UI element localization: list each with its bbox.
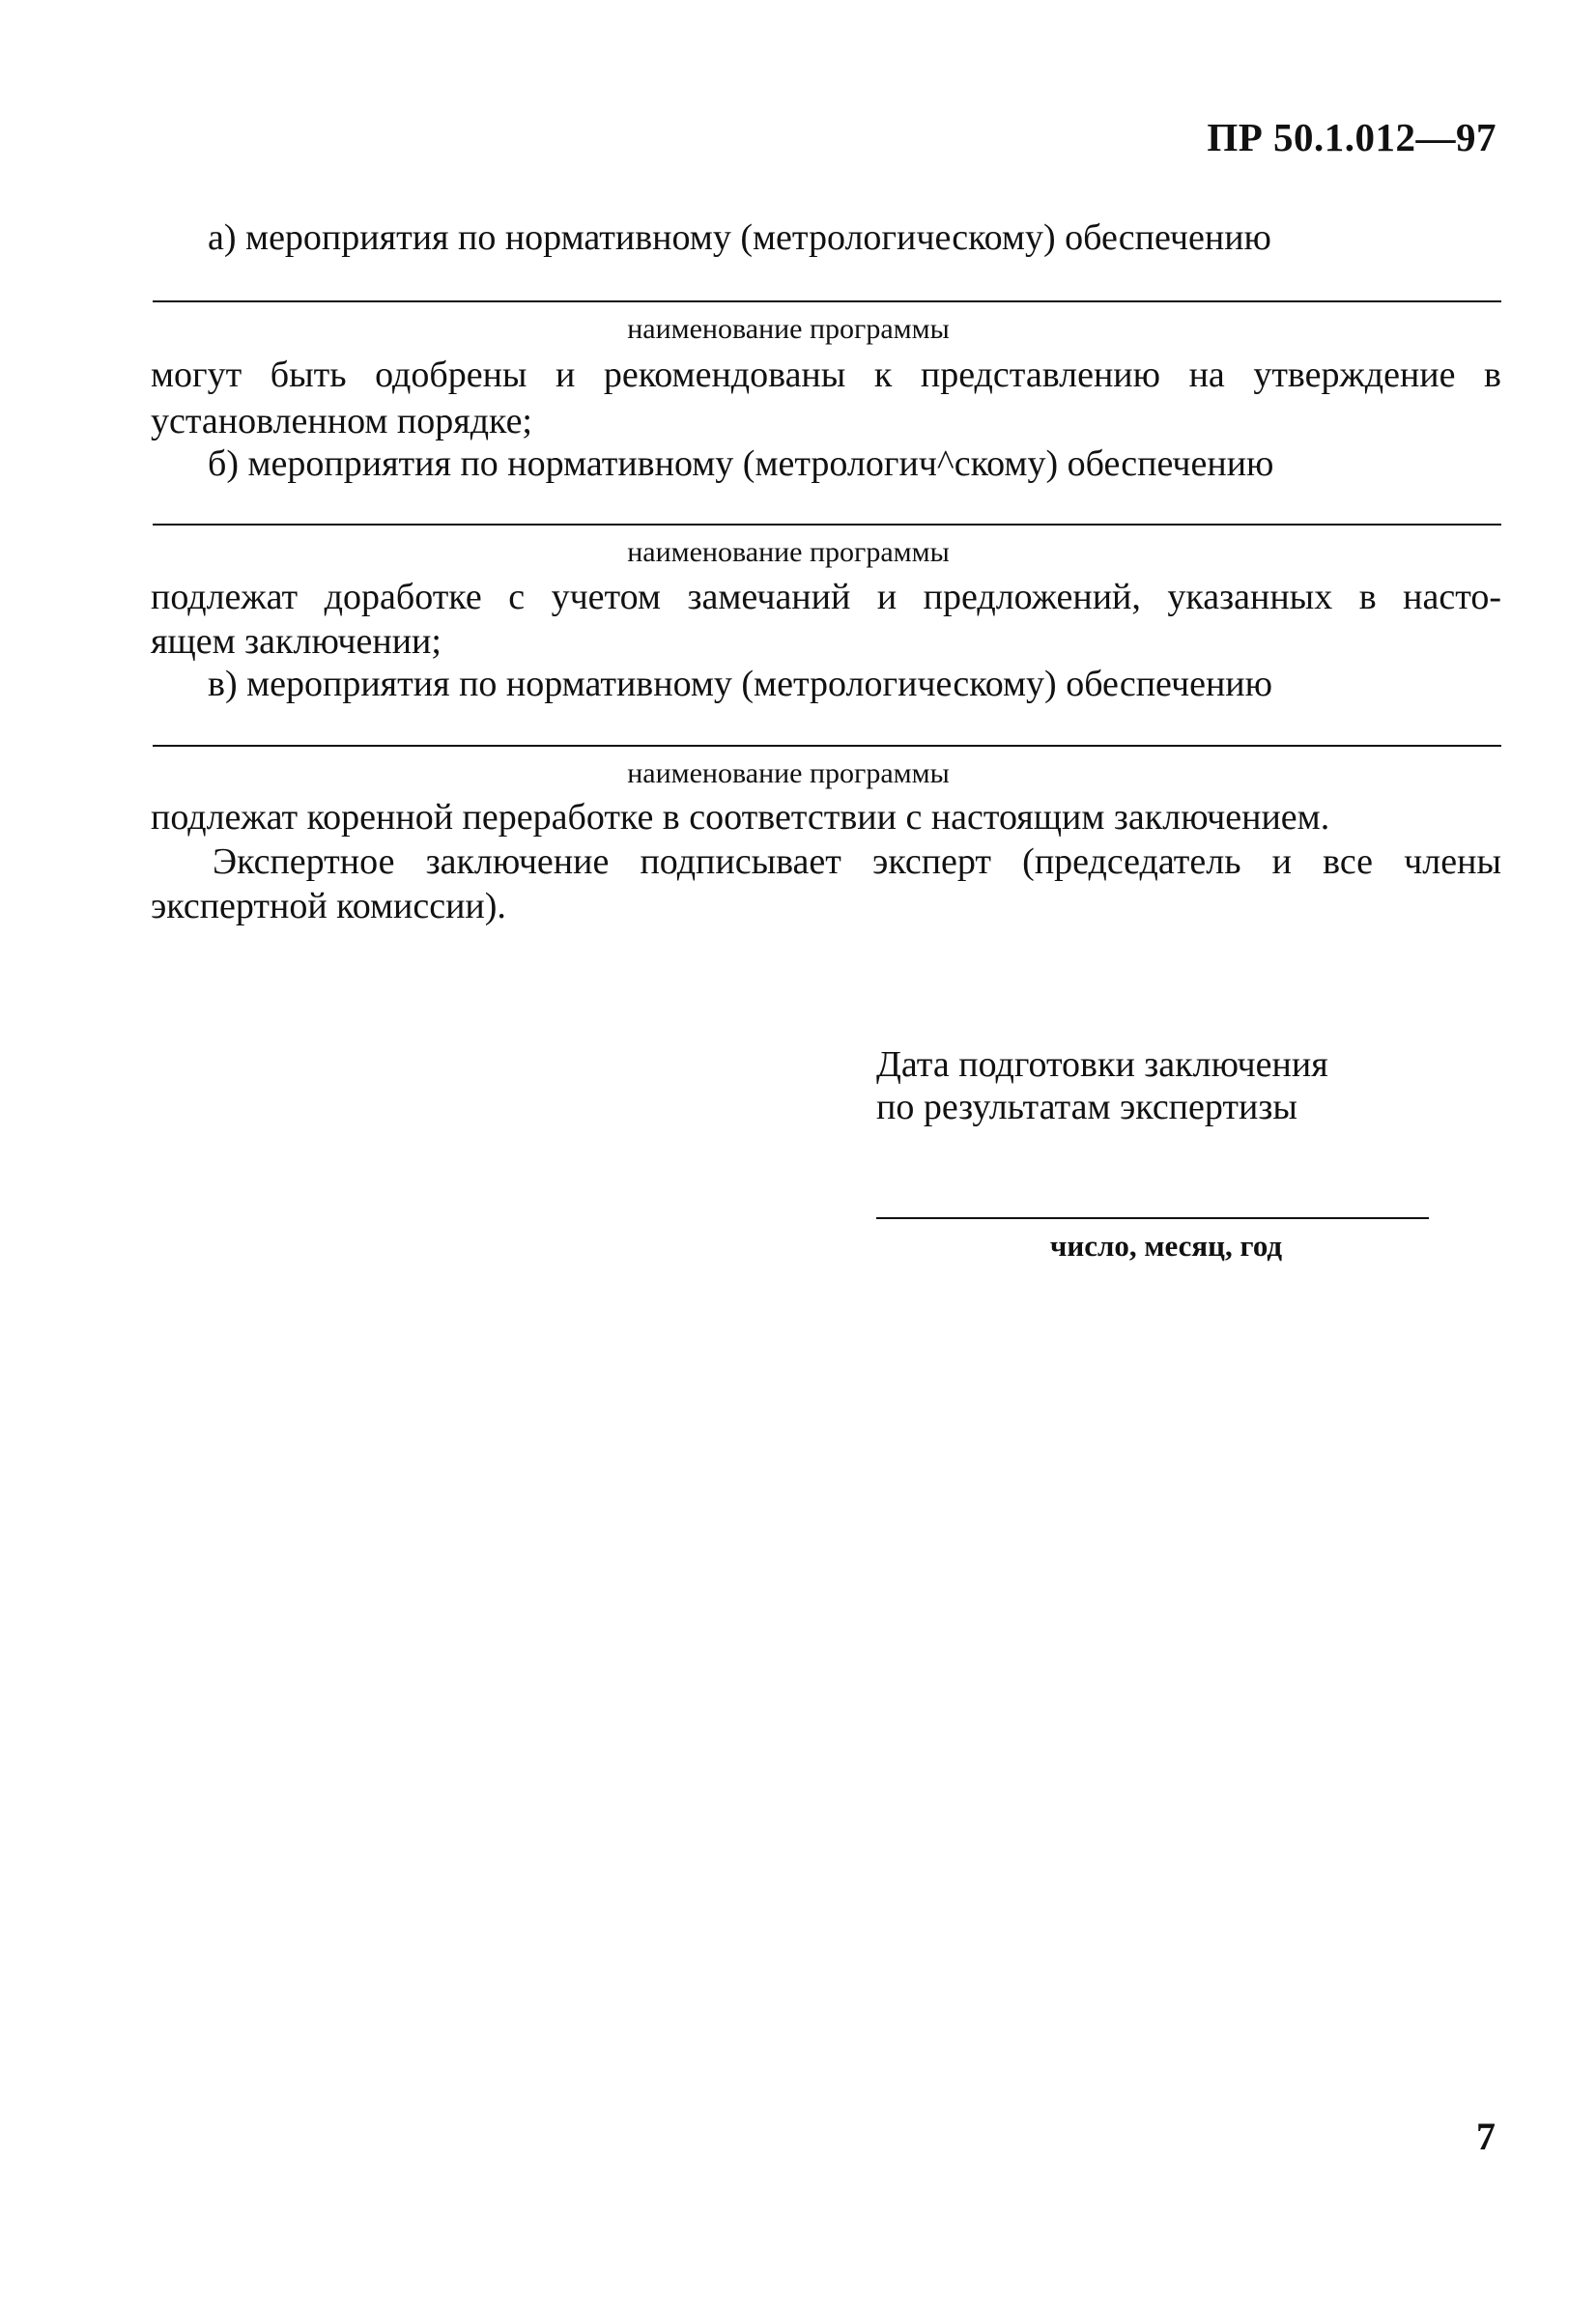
date-label-line-2: по результатам экспертизы (876, 1087, 1297, 1127)
item-a-fill-line[interactable] (153, 300, 1501, 302)
date-fill-line[interactable] (876, 1217, 1429, 1219)
document-code: ПР 50.1.012—97 (1207, 115, 1496, 159)
item-b-fill-line[interactable] (153, 524, 1501, 526)
item-a-caption: наименование программы (627, 313, 950, 345)
item-b-outcome-line-1: подлежат доработке с учетом замечаний и предложений, указанных в насто- (151, 577, 1501, 617)
item-b-caption: наименование программы (627, 536, 950, 568)
closing-line-2: экспертной комиссии). (151, 886, 506, 926)
item-c-caption: наименование программы (627, 757, 950, 789)
page-number: 7 (1476, 2115, 1496, 2158)
item-c-outcome-line-1: подлежат коренной переработке в соответствии с настоящим заключением. (151, 797, 1330, 838)
closing-line-1: Экспертное заключение подписывает эксперт (председатель и все члены (213, 841, 1501, 882)
item-b-lead: б) мероприятия по нормативному (метрологич^скому) обеспечению (208, 443, 1274, 484)
item-c-fill-line[interactable] (153, 745, 1501, 747)
item-c-lead: в) мероприятия по нормативному (метрологическому) обеспечению (208, 664, 1273, 704)
item-b-outcome-line-2: ящем заключении; (151, 621, 442, 662)
date-caption: число, месяц, год (1049, 1229, 1283, 1263)
item-a-outcome-line-2: установленном порядке; (151, 401, 532, 441)
date-label-line-1: Дата подготовки заключения (876, 1044, 1328, 1085)
item-a-lead: а) мероприятия по нормативному (метрологическому) обеспечению (208, 217, 1271, 258)
item-a-outcome-line-1: могут быть одобрены и рекомендованы к представлению на утверждение в (151, 355, 1501, 395)
